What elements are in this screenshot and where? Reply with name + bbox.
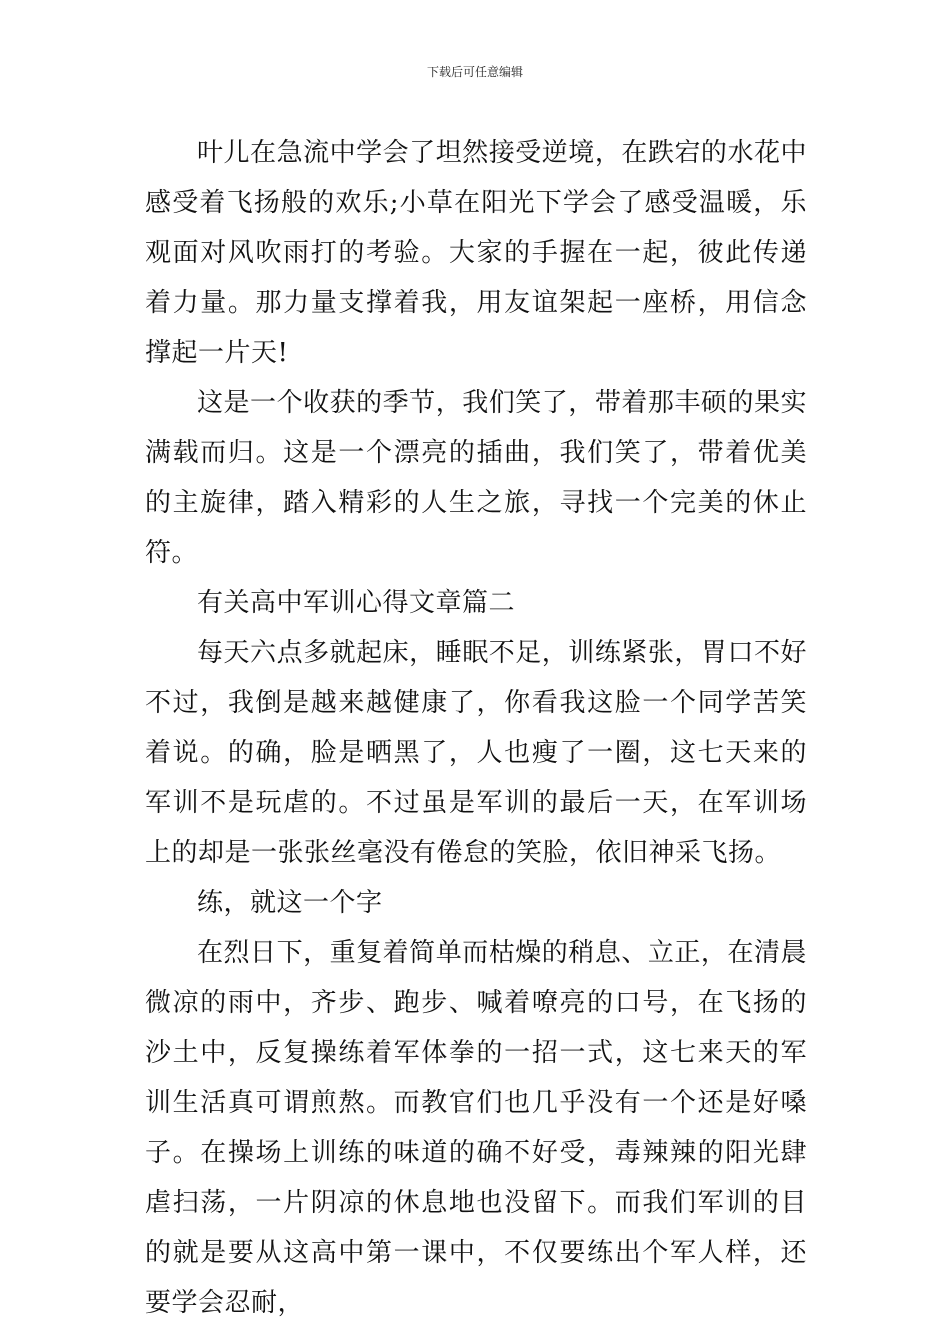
section-heading: 有关高中军训心得文章篇二 bbox=[197, 588, 516, 618]
document-body bbox=[145, 128, 807, 1328]
page-header: 下载后可任意编辑 bbox=[426, 65, 523, 79]
paragraph: 叶儿在急流中学会了坦然接受逆境，在跌宕的水花中感受着飞扬般的欢乐;小草在阳光下学会了感受温暖，乐观面对风吹雨打的考验。大家的手握在一起，彼此传递着力量。那力量支撑着我，用友谊架起一座桥，用信念撑起一片天! bbox=[145, 138, 807, 368]
subheading: 练，就这一个字 bbox=[197, 888, 383, 918]
paragraph: 在烈日下，重复着简单而枯燥的稍息、立正，在清晨微凉的雨中，齐步、跑步、喊着嘹亮的口号，在飞扬的沙土中，反复操练着军体拳的一招一式，这七来天的军训生活真可谓煎熬。而教官们也几乎没有一个还是好嗓子。在操场上训练的味道的确不好受，毒辣辣的阳光肆虐扫荡，一片阴凉的休息地也没留下。而我们军训的目的就是要从这高中第一课中，不仅要练出个军人样，还要学会忍耐， bbox=[145, 938, 807, 1318]
paragraph: 每天六点多就起床，睡眠不足，训练紧张，胃口不好不过，我倒是越来越健康了，你看我这脸一个同学苦笑着说。的确，脸是晒黑了，人也瘦了一圈，这七天来的军训不是玩虐的。不过虽是军训的最后一天，在军训场上的却是一张张丝毫没有倦怠的笑脸，依旧神采飞扬。 bbox=[145, 638, 807, 868]
paragraph: 这是一个收获的季节，我们笑了，带着那丰硕的果实满载而归。这是一个漂亮的插曲，我们笑了，带着优美的主旋律，踏入精彩的人生之旅，寻找一个完美的休止符。 bbox=[145, 388, 807, 568]
